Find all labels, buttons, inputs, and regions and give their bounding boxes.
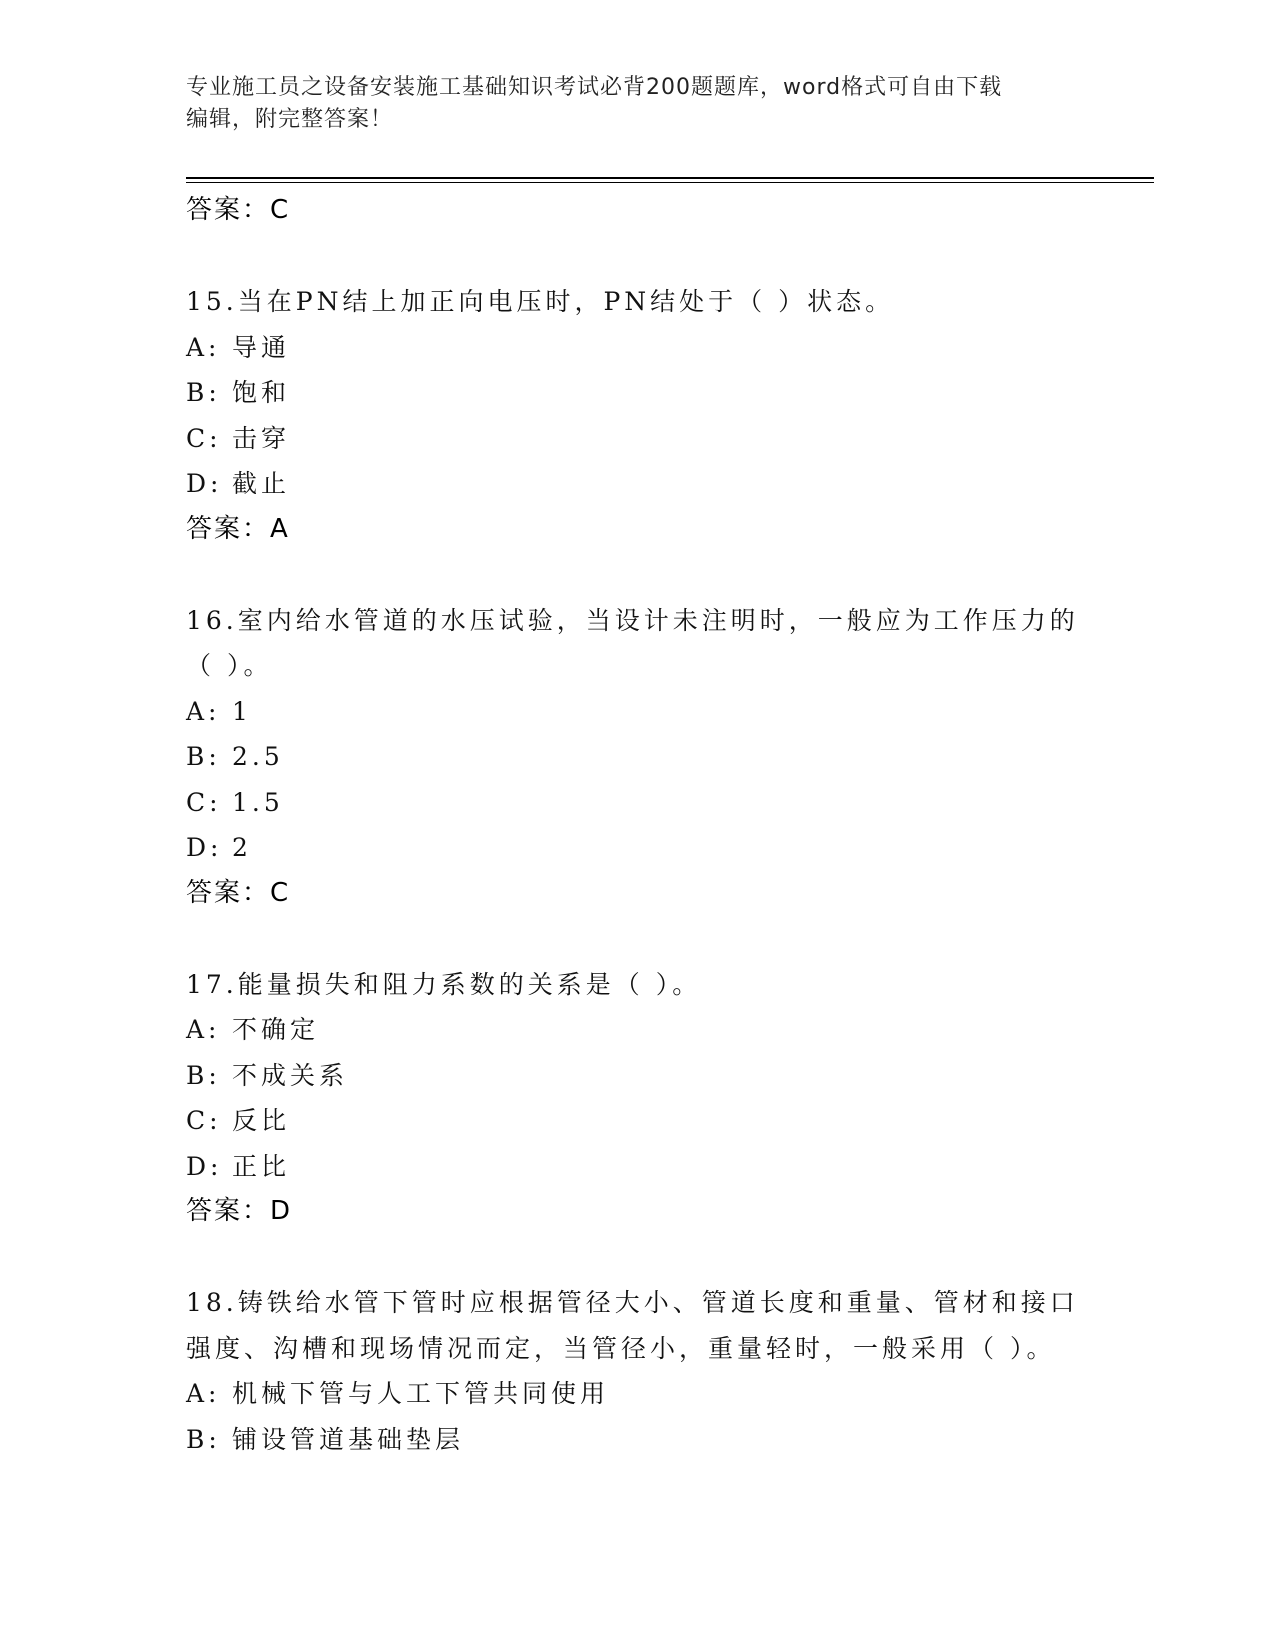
option-text: 2.5 [232, 742, 284, 771]
option-label: B: [186, 742, 221, 771]
option-d [186, 461, 1086, 507]
question-text: 15.当在PN结上加正向电压时，PN结处于（ ）状态。 [186, 287, 895, 316]
question-list [186, 188, 1086, 1462]
option-text: 1 [232, 696, 252, 726]
option-b [186, 1053, 1086, 1099]
option-text: 不成关系 [232, 1060, 349, 1090]
question-block [186, 279, 1086, 552]
option-label: A: [186, 332, 221, 362]
option-label: C: [186, 1106, 222, 1135]
option-a [186, 1371, 1086, 1417]
option-label: C: [186, 423, 222, 453]
question-text: 16.室内给水管道的水压试验，当设计未注明时，一般应为工作压力的（ ）。 [186, 605, 1079, 680]
option-text: 机械下管与人工下管共同使用 [232, 1379, 610, 1408]
option-c [186, 1098, 1086, 1144]
answer-line: 答案：C [186, 195, 291, 225]
option-label: B: [186, 378, 221, 407]
option-a [186, 1007, 1086, 1053]
option-a [186, 325, 1086, 371]
option-d [186, 1144, 1086, 1190]
question-text: 18.铸铁给水管下管时应根据管径大小、管道长度和重量、管材和接口强度、沟槽和现场情况而定，当管径小，重量轻时，一般采用（ ）。 [186, 1288, 1079, 1363]
option-text: 正比 [232, 1151, 291, 1181]
option-label: D: [186, 833, 223, 862]
option-b [186, 1417, 1086, 1463]
option-text: 不确定 [232, 1015, 320, 1044]
option-label: D: [186, 1151, 223, 1181]
answer-line: 答案：C [186, 877, 291, 908]
question-text: 17.能量损失和阻力系数的关系是（ ）。 [186, 969, 702, 999]
option-text: 铺设管道基础垫层 [232, 1424, 465, 1454]
document-header [186, 72, 1086, 136]
answer-line: 答案：D [186, 1196, 293, 1226]
header-rule-thick [186, 177, 1154, 179]
option-text: 截止 [232, 469, 291, 498]
option-label: A: [186, 696, 221, 726]
option-label: A: [186, 1379, 221, 1408]
answer-line: 答案：A [186, 513, 290, 544]
question-block [186, 1280, 1086, 1462]
option-text: 2 [232, 833, 252, 862]
option-d [186, 825, 1086, 871]
option-label: A: [186, 1015, 221, 1044]
option-c [186, 416, 1086, 462]
option-label: C: [186, 787, 222, 817]
option-text: 击穿 [232, 423, 291, 453]
option-label: B: [186, 1424, 221, 1454]
header-rule-thin [186, 182, 1154, 183]
header-line-1: 专业施工员之设备安装施工基础知识考试必背200题题库，word格式可自由下载 [186, 75, 1003, 100]
option-label: B: [186, 1060, 221, 1090]
header-line-2: 编辑，附完整答案！ [186, 107, 394, 132]
option-text: 饱和 [232, 378, 291, 407]
question-block [186, 962, 1086, 1235]
option-text: 反比 [232, 1106, 291, 1135]
option-text: 导通 [232, 332, 291, 362]
option-a [186, 689, 1086, 735]
option-text: 1.5 [232, 787, 284, 817]
option-b [186, 734, 1086, 780]
option-label: D: [186, 469, 223, 498]
question-block [186, 598, 1086, 917]
option-c [186, 780, 1086, 826]
option-b [186, 370, 1086, 416]
